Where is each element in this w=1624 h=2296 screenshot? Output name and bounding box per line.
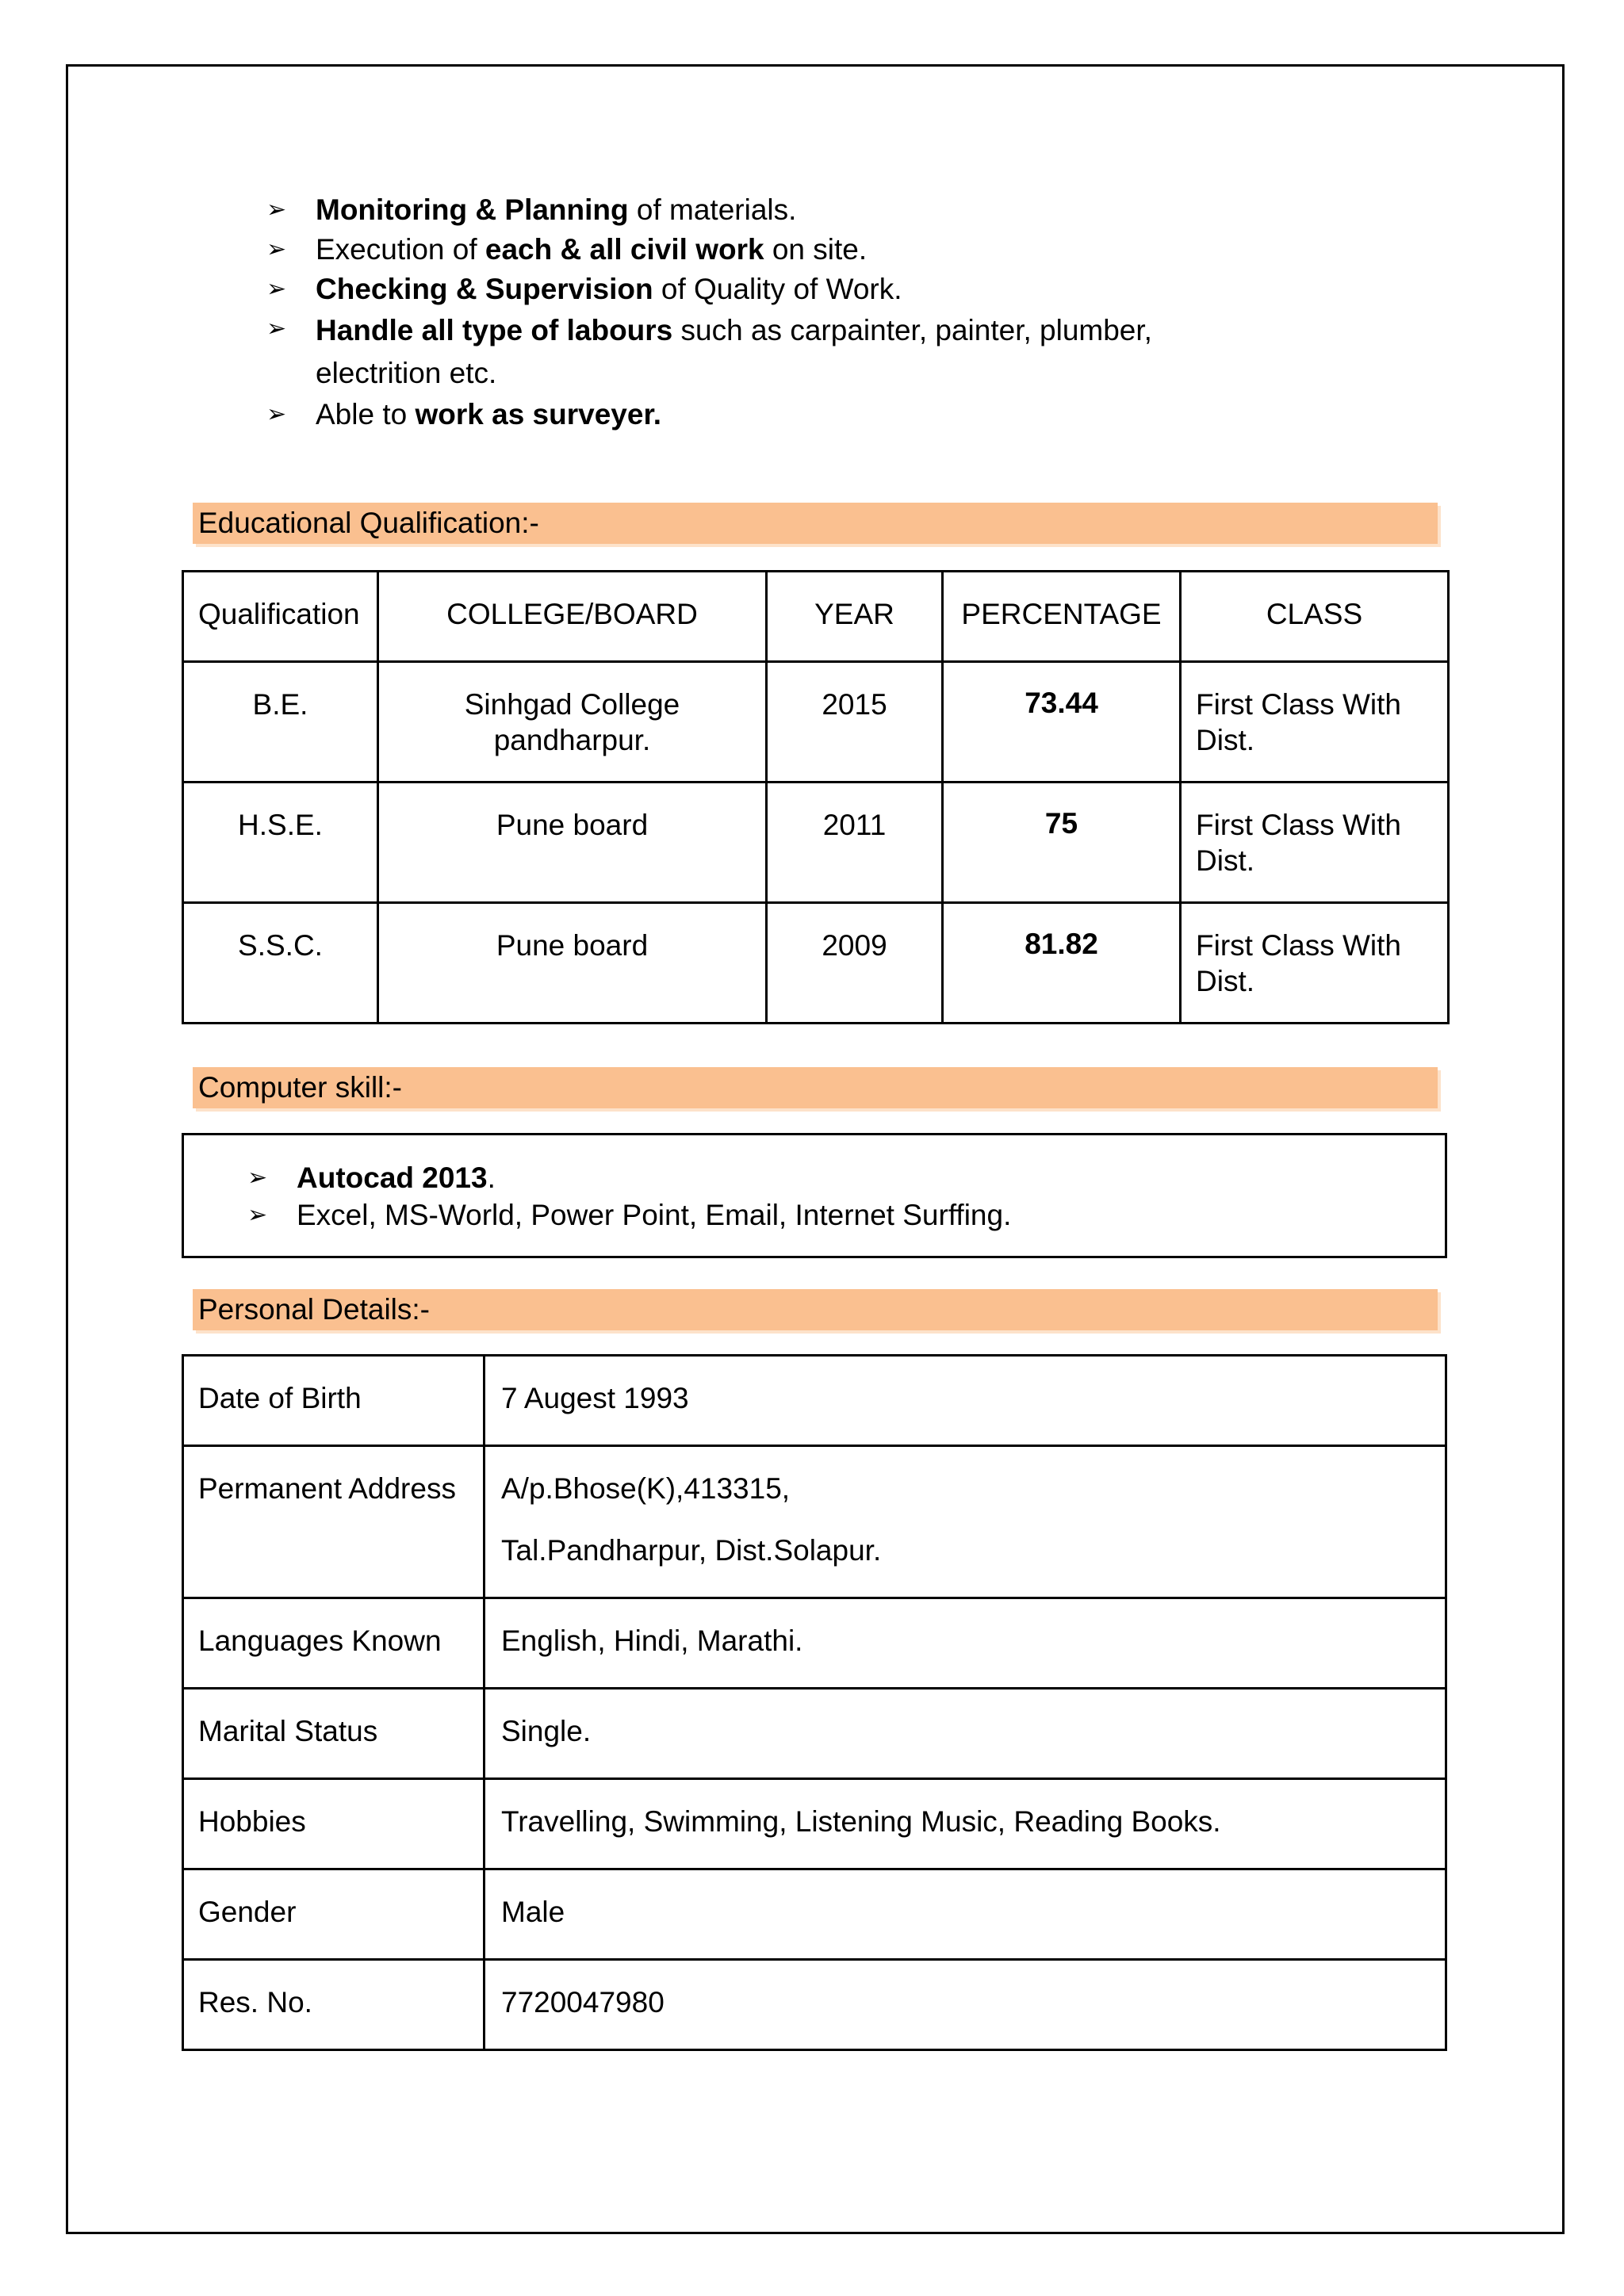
res-no-label: Res. No.	[183, 1960, 485, 2050]
year-cell: 2011	[767, 783, 943, 903]
table-row	[183, 1356, 1446, 1446]
personal-details-table	[182, 1354, 1447, 2051]
class-cell: First Class With Dist.	[1181, 903, 1449, 1024]
qualification-cell: H.S.E.	[183, 783, 378, 903]
column-header: YEAR	[767, 572, 943, 662]
column-header: Qualification	[183, 572, 378, 662]
arrow-bullet-icon: ➢	[266, 401, 287, 427]
qualification-cell: B.E.	[183, 662, 378, 783]
class-cell: First Class With Dist.	[1181, 783, 1449, 903]
list-item: ➢ Excel, MS-World, Power Point, Email, Internet Surffing.	[247, 1196, 1011, 1234]
year-cell: 2015	[767, 662, 943, 783]
table-row	[183, 1446, 1446, 1598]
res-no-value: 7720047980	[485, 1960, 1446, 2050]
arrow-bullet-icon: ➢	[266, 236, 287, 262]
percentage-cell: 73.44	[943, 662, 1181, 783]
percentage-cell: 81.82	[943, 903, 1181, 1024]
gender-label: Gender	[183, 1869, 485, 1960]
college-cell: Sinhgad College pandharpur.	[378, 662, 767, 783]
arrow-bullet-icon: ➢	[266, 197, 287, 223]
list-item: ➢ Execution of each & all civil work on site.	[266, 230, 1283, 270]
address-value: A/p.Bhose(K),413315, Tal.Pandharpur, Dist.Solapur.	[485, 1446, 1446, 1598]
list-item: ➢ Handle all type of labours such as carpainter, painter, plumber, electrition etc.	[266, 309, 1283, 395]
class-cell: First Class With Dist.	[1181, 662, 1449, 783]
table-row	[183, 1598, 1446, 1689]
column-header: PERCENTAGE	[943, 572, 1181, 662]
computer-skills-box	[182, 1133, 1447, 1258]
dob-value: 7 Augest 1993	[485, 1356, 1446, 1446]
list-item: ➢ Able to work as surveyer.	[266, 395, 1283, 434]
qualification-cell: S.S.C.	[183, 903, 378, 1024]
gender-value: Male	[485, 1869, 1446, 1960]
arrow-bullet-icon: ➢	[266, 316, 287, 342]
education-heading: Educational Qualification:-	[193, 503, 1438, 544]
column-header: CLASS	[1181, 572, 1449, 662]
college-cell: Pune board	[378, 783, 767, 903]
table-row	[183, 1779, 1446, 1869]
college-cell: Pune board	[378, 903, 767, 1024]
list-item: ➢ Checking & Supervision of Quality of Work.	[266, 270, 1283, 309]
table-row	[183, 903, 1449, 1024]
arrow-bullet-icon: ➢	[247, 1202, 268, 1228]
percentage-cell: 75	[943, 783, 1181, 903]
table-row	[183, 1960, 1446, 2050]
dob-label: Date of Birth	[183, 1356, 485, 1446]
marital-label: Marital Status	[183, 1689, 485, 1779]
skills-list	[247, 1159, 1011, 1234]
list-item: ➢ Autocad 2013.	[247, 1159, 1011, 1196]
languages-value: English, Hindi, Marathi.	[485, 1598, 1446, 1689]
list-item: ➢ Monitoring & Planning of materials.	[266, 190, 1283, 230]
address-label: Permanent Address	[183, 1446, 485, 1598]
education-table	[182, 570, 1450, 1024]
computer-skill-heading: Computer skill:-	[193, 1067, 1438, 1108]
arrow-bullet-icon: ➢	[247, 1165, 268, 1191]
table-row	[183, 1689, 1446, 1779]
table-row	[183, 662, 1449, 783]
table-row	[183, 1869, 1446, 1960]
table-row	[183, 783, 1449, 903]
personal-details-heading: Personal Details:-	[193, 1289, 1438, 1330]
hobbies-value: Travelling, Swimming, Listening Music, Reading Books.	[485, 1779, 1446, 1869]
column-header: COLLEGE/BOARD	[378, 572, 767, 662]
languages-label: Languages Known	[183, 1598, 485, 1689]
arrow-bullet-icon: ➢	[266, 276, 287, 302]
table-header-row	[183, 572, 1449, 662]
hobbies-label: Hobbies	[183, 1779, 485, 1869]
year-cell: 2009	[767, 903, 943, 1024]
duties-list	[266, 190, 1283, 434]
marital-value: Single.	[485, 1689, 1446, 1779]
